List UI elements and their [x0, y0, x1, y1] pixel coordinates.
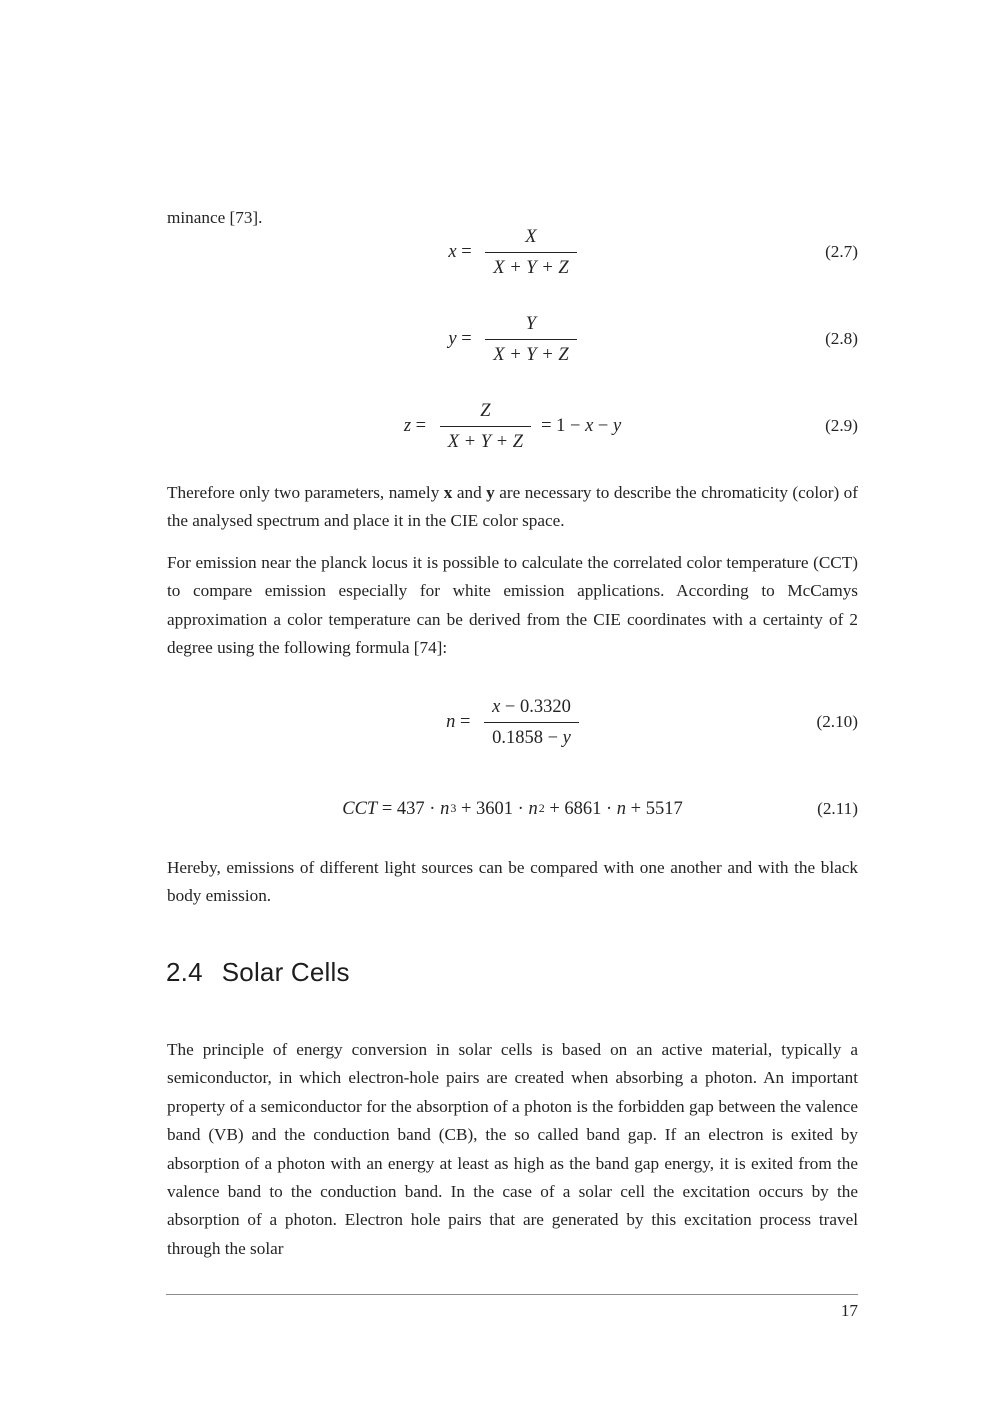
fraction-numerator: Y — [485, 312, 576, 340]
equation-2-11 — [167, 794, 858, 824]
math-term: + 6861 · — [544, 799, 617, 819]
section-title: Solar Cells — [221, 957, 350, 987]
math-variable: z — [403, 416, 412, 436]
math-variable: y — [448, 329, 457, 349]
math-variable: y — [562, 727, 571, 748]
math-variable-cct: CCT — [342, 799, 378, 819]
math-variable: x — [492, 696, 501, 717]
math-variable: n — [528, 799, 538, 819]
fraction-numerator: X — [485, 225, 576, 253]
fraction-denominator: X + Y + Z — [447, 431, 524, 452]
math-constant: 0.1858 − — [492, 727, 563, 748]
math-operator: − — [593, 416, 613, 436]
bold-y: y — [486, 483, 495, 502]
math-variable: x — [585, 416, 594, 436]
fraction — [485, 312, 576, 367]
paragraph-text: and — [452, 483, 487, 502]
equation-2-9 — [167, 397, 858, 455]
math-constant: − 0.3320 — [500, 696, 571, 717]
equals-sign: = — [411, 416, 431, 436]
page-number: 17 — [840, 1301, 858, 1320]
equation-tail — [541, 414, 621, 438]
equation-2-10 — [167, 693, 858, 751]
bold-x: x — [443, 483, 453, 502]
paragraph-text: Therefore only two parameters, namely — [167, 483, 444, 502]
section-heading — [166, 955, 350, 989]
paragraph-solar-intro: The principle of energy conversion in solar cells is based on an active material, typically a semiconductor, in which electron-hole pairs are created when absorbing a photon. An important property of a semiconductor for the absorption of a photon is the forbidden gap between the valence band (VB) and the conduction band (CB), the so called band gap. If an electron is exited by absorption of a photon with an energy at least as high as the band gap energy, it is exited from the valence band to the conduction band. In the case of a solar cell the excitation occurs by the absorption of a photon. Electron hole pairs that are generated by this excitation process travel through the solar — [167, 1040, 858, 1258]
equation-number-label: (2.10) — [816, 712, 858, 731]
math-term: = 437 · — [377, 799, 441, 819]
fraction-numerator: Z — [440, 399, 531, 427]
equation-body — [448, 312, 576, 367]
continuation-text: minance [73]. — [167, 208, 263, 227]
fraction-numerator — [484, 695, 579, 723]
math-variable: x — [448, 242, 457, 262]
math-variable: y — [612, 416, 622, 436]
fraction-denominator: X + Y + Z — [493, 257, 569, 278]
fraction — [484, 695, 579, 750]
paragraph-comparison: Hereby, emissions of different light sources can be compared with one another and with the black body emission. — [167, 858, 858, 906]
equals-sign: = — [456, 242, 477, 262]
fraction — [440, 399, 531, 454]
math-variable: n — [446, 712, 456, 732]
equation-number-label: (2.9) — [825, 416, 858, 435]
equals-sign: = — [456, 329, 477, 349]
equation-2-7 — [167, 223, 858, 281]
math-term: + 3601 · — [456, 799, 529, 819]
math-operator: = 1 − — [541, 416, 586, 436]
math-variable: n — [616, 799, 627, 819]
equals-sign: = — [455, 712, 476, 732]
paragraph-parameters — [167, 479, 858, 536]
fraction-denominator — [484, 723, 579, 750]
paragraph-text: are necessary to describe the chromaticity (color) of the analysed spectrum and place it in the CIE color space. — [167, 483, 858, 531]
equation-2-8 — [167, 310, 858, 368]
equation-body — [448, 225, 576, 280]
equation-number-label: (2.7) — [825, 242, 858, 261]
equation-number-label: (2.11) — [817, 799, 858, 818]
equation-body: CCT = 437 · n $^3$ + 3601 · n $^2$ + 6861 · n + 5517 — [342, 799, 683, 819]
paragraph-cct: For emission near the planck locus it is possible to calculate the correlated color temperature (CCT) to compare emission especially for white emission applications. According to McCamys approximation a color temperature can be derived from the CIE coordinates with a certainty of 2 degree using the following formula [74]: — [167, 553, 858, 658]
math-term: + 5517 — [626, 799, 683, 819]
footer-rule — [166, 1294, 858, 1295]
fraction-denominator: X + Y + Z — [493, 344, 569, 365]
equation-body — [446, 695, 579, 750]
equation-body — [404, 399, 621, 454]
equation-number-label: (2.8) — [825, 329, 858, 348]
math-variable: n — [440, 799, 450, 819]
fraction — [485, 225, 576, 280]
section-number: 2.4 — [166, 957, 203, 987]
